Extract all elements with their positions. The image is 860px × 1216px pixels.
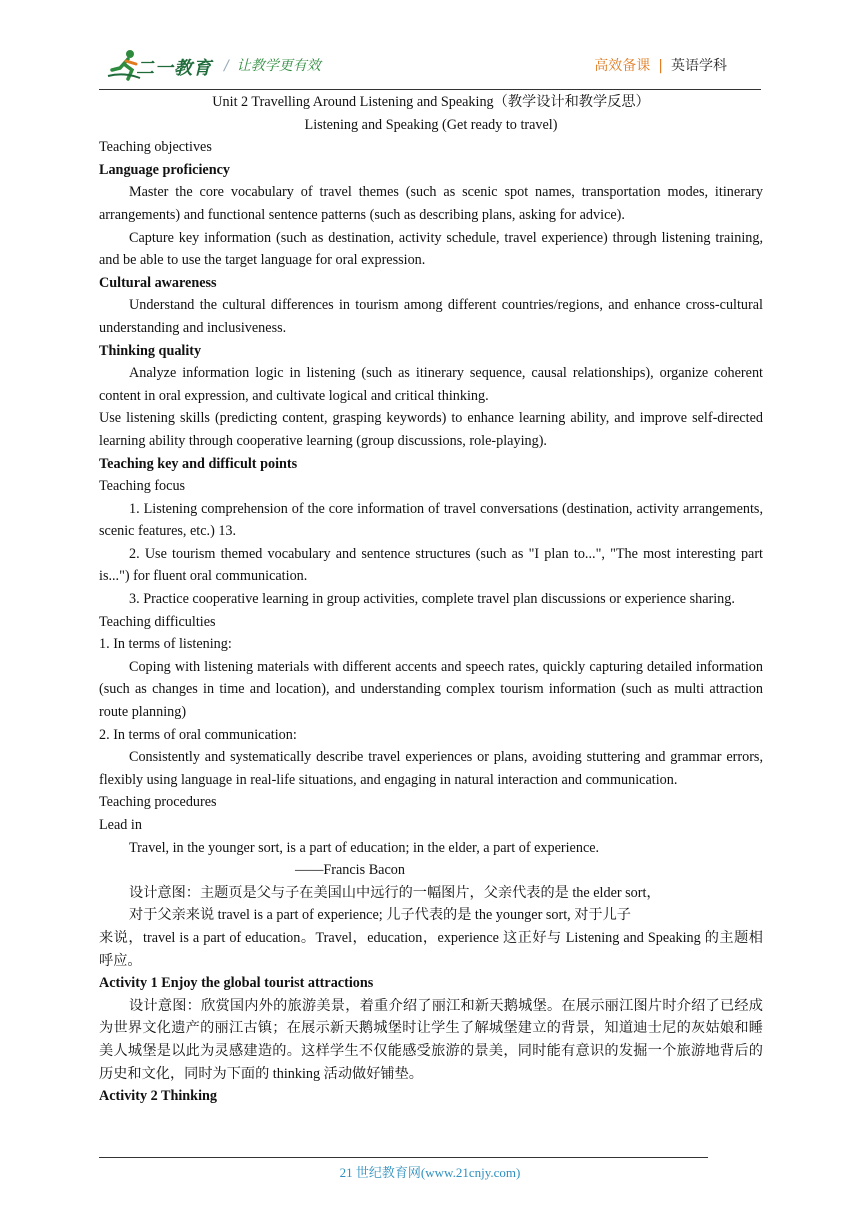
paragraph: Travel, in the younger sort, is a part of education; in the elder, a part of experience. [129,839,600,856]
paragraph: Teaching objectives [99,139,212,156]
paragraph: 3. Practice cooperative learning in group activities, complete travel plan discussions or experience sharing. [129,591,735,608]
section-heading: Language proficiency [99,161,230,178]
paragraph: Capture key information (such as destination, activity schedule, travel experience) through listening training, and be able to use the target language for oral expression. [99,229,763,269]
paragraph: 1. Listening comprehension of the core information of travel conversations (destination, activity arrangements, scenic features, etc.) 13. [99,500,763,540]
page-footer[interactable]: 21 世纪教育网(www.21cnjy.com) [339,1165,521,1180]
paragraph: 2. In terms of oral communication: [99,726,297,743]
paragraph: Teaching focus [99,478,186,495]
header-tag-separator: | [658,58,663,74]
paragraph: 2. Use tourism themed vocabulary and sentence structures (such as "I plan to...", "The most interesting part is...") for fluent oral communication. [99,545,763,585]
paragraph-list [99,136,763,1108]
document-body [99,91,763,1108]
paragraph: 对于父亲来说 travel is a part of experience; 儿子代表的是 the younger sort, 对于儿子 [129,907,631,924]
header-divider [99,89,761,90]
section-heading: Teaching key and difficult points [99,455,298,472]
paragraph: Teaching procedures [99,794,217,811]
paragraph: 设计意图：欣赏国内外的旅游美景，着重介绍了丽江和新天鹅城堡。在展示丽江图片时介绍了已经成为世界文化遗产的丽江古镇；在展示新天鹅城堡时让学生了解城堡建立的背景，知道迪士尼的灰姑娘和睡美人城堡是以此为灵感建造的。这样学生不仅能感受旅游的景美，同时能有意识的发掘一个旅游地背后的历史和文化，同时为下面的 thinking 活动做好铺垫。 [99,997,763,1082]
paragraph: Lead in [99,817,142,833]
footer-divider [99,1157,708,1158]
section-heading: Thinking quality [99,342,202,359]
section-heading: Activity 2 Thinking [99,1088,217,1105]
section-heading: Activity 1 Enjoy the global tourist attractions [99,975,374,992]
document-subtitle: Listening and Speaking (Get ready to travel) [304,116,558,133]
slogan [224,55,321,75]
header-tag-efficient: 高效备课 [594,58,651,74]
paragraph: Coping with listening materials with different accents and speech rates, quickly capturing detailed information (such as changes in time and location), and understanding complex tourism information (such as multi attraction route planning) [99,658,763,721]
slogan-separator: / [224,58,229,74]
document-title: Unit 2 Travelling Around Listening and Speaking（教学设计和教学反思） [212,94,650,110]
paragraph: Master the core vocabulary of travel themes (such as scenic spot names, transportation modes, itinerary arrangements) and functional sentence patterns (such as describing plans, asking for advice). [99,184,763,223]
paragraph: 设计意图：主题页是父与子在美国山中远行的一幅图片，父亲代表的是 the elder sort， [129,884,661,901]
page-header [0,0,860,92]
paragraph: Use listening skills (predicting content, grasping keywords) to enhance learning ability, and improve self-directed learning ability through cooperative learning (group discussions, role-playing). [99,410,763,449]
paragraph: 1. In terms of listening: [99,636,232,653]
paragraph: Understand the cultural differences in tourism among different countries/regions, and enhance cross-cultural understanding and inclusiveness. [99,297,763,336]
header-subject [594,55,727,75]
paragraph: Consistently and systematically describe travel experiences or plans, avoiding stuttering and grammar errors, flexibly using language in real-life situations, and engaging in natural interaction and communication. [99,749,763,788]
paragraph: 来说，travel is a part of education。Travel，education，experience 这正好与 Listening and Speaking 的主题相呼应。 [99,929,763,969]
paragraph: Teaching difficulties [99,613,216,630]
brand-logo[interactable] [106,48,214,82]
paragraph: Analyze information logic in listening (such as itinerary sequence, causal relationships), organize coherent content in oral expression, and cultivate logical and critical thinking. [99,365,763,404]
slogan-text: 让教学更有效 [236,58,321,74]
logo-text: 二一教育 [136,58,212,79]
header-tag-subject: 英语学科 [671,58,727,74]
section-heading: Cultural awareness [99,274,217,291]
paragraph: ——Francis Bacon [295,862,405,879]
